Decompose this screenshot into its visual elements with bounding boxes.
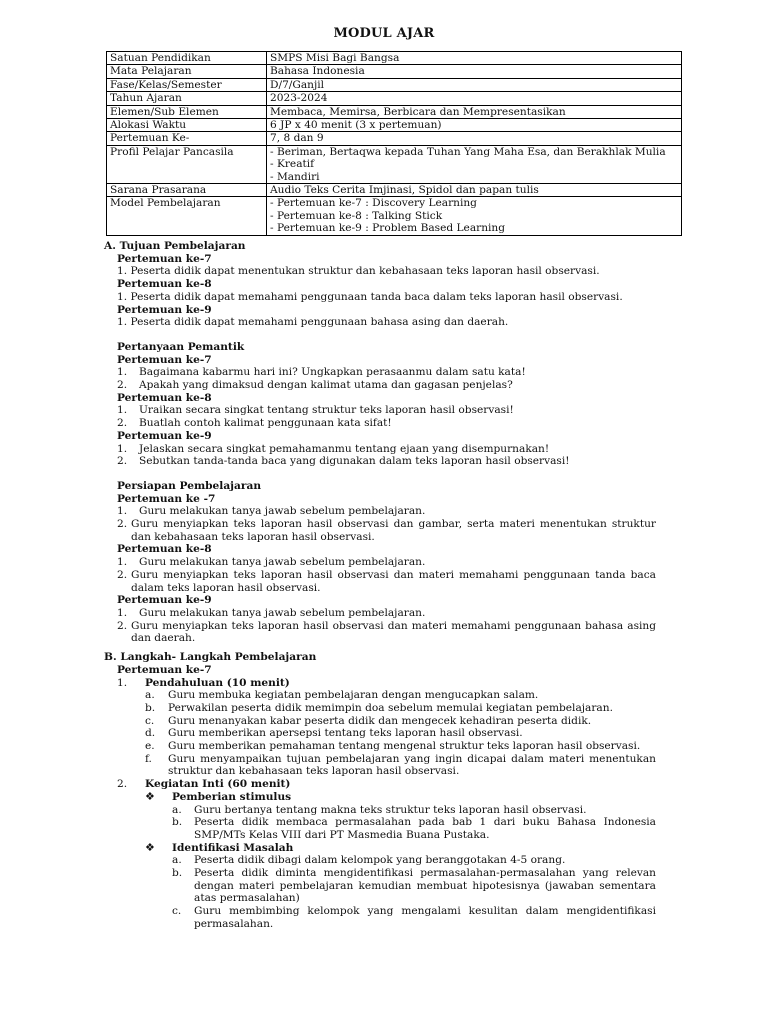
list-item <box>104 607 656 620</box>
list-number: 2. <box>117 518 128 531</box>
table-key: Satuan Pendidikan <box>107 52 267 65</box>
list-number: 1. <box>117 676 128 689</box>
list-item <box>104 804 656 817</box>
table-key: Model Pembelajaran <box>107 197 267 235</box>
list-number: 2. <box>117 379 128 392</box>
list-text: Guru menanyakan kabar peserta didik dan mengecek kehadiran peserta didik. <box>168 714 592 727</box>
table-row <box>107 184 682 197</box>
list-text: Peserta didik dibagi dalam kelompok yang beranggotakan 4-5 orang. <box>194 854 566 867</box>
list-item <box>104 753 656 778</box>
table-key: Elemen/Sub Elemen <box>107 105 267 118</box>
table-row <box>107 197 682 235</box>
list-text: Pendahuluan (10 menit) <box>145 676 290 689</box>
table-key: Mata Pelajaran <box>107 65 267 78</box>
list-text: Peserta didik diminta mengidentifikasi permasalahan-permasalahan yang relevan dengan materi pembelajaran kemudian membuat hipotesisnya (jawaban sementara atas permasalahan) <box>194 867 656 905</box>
list-item <box>104 905 656 930</box>
list-number: 1. <box>117 556 128 569</box>
table-value: SMPS Misi Bagi Bangsa <box>267 52 682 65</box>
list-letter: e. <box>145 740 155 753</box>
list-number: 2. <box>117 568 128 581</box>
table-value: 6 JP x 40 menit (3 x pertemuan) <box>267 119 682 132</box>
list-text: Guru menyampaikan tujuan pembelajaran yang ingin dicapai dalam materi menentukan struktur dan kebahasaan teks laporan hasil observasi. <box>168 752 656 778</box>
meeting-heading: Pertemuan ke-9 <box>117 594 212 607</box>
list-number: 2. <box>117 417 128 430</box>
table-value <box>267 145 682 183</box>
meeting-heading: Pertemuan ke-7 <box>117 353 212 366</box>
list-letter: c. <box>172 905 182 918</box>
list-letter: a. <box>145 689 155 702</box>
table-row <box>107 65 682 78</box>
table-row <box>107 52 682 65</box>
list-text: Jelaskan secara singkat pemahamanmu tentang ejaan yang disempurnakan! <box>139 442 550 455</box>
list-item <box>104 379 656 392</box>
table-row <box>107 105 682 118</box>
list-number: 2. <box>117 455 128 468</box>
list-number: 1. <box>117 505 128 518</box>
table-key: Pertemuan Ke- <box>107 132 267 145</box>
list-item: - Pertemuan ke-7 : Discovery Learning <box>270 197 477 210</box>
list-item: - Pertemuan ke-8 : Talking Stick <box>270 209 443 222</box>
table-row <box>107 132 682 145</box>
list-text: Perwakilan peserta didik memimpin doa sebelum memulai kegiatan pembelajaran. <box>168 701 613 714</box>
list-number: 1. <box>117 366 128 379</box>
list-text: Identifikasi Masalah <box>172 841 294 854</box>
list-letter: c. <box>145 714 155 727</box>
meeting-heading: Pertemuan ke-8 <box>117 543 212 556</box>
list-text: Guru melakukan tanya jawab sebelum pembelajaran. <box>139 556 426 569</box>
list-item <box>104 854 656 867</box>
phase-heading <box>104 791 656 804</box>
table-key: Sarana Prasarana <box>107 184 267 197</box>
table-value: Audio Teks Cerita Imjinasi, Spidol dan papan tulis <box>267 184 682 197</box>
list-text: Guru bertanya tentang makna teks struktur teks laporan hasil observasi. <box>194 803 587 816</box>
list-text: Peserta didik membaca permasalahan pada bab 1 dari buku Bahasa Indonesia SMP/MTs Kelas VIII dari PT Masmedia Buana Pustaka. <box>194 816 656 841</box>
list-letter: b. <box>172 867 183 880</box>
step-heading <box>104 677 656 690</box>
table-value: 2023-2024 <box>267 92 682 105</box>
list-item: - Mandiri <box>270 170 320 183</box>
list-item <box>104 702 656 715</box>
table-row <box>107 92 682 105</box>
meeting-heading: Pertemuan ke-8 <box>117 391 212 404</box>
list-number: 1. <box>117 606 128 619</box>
meeting-heading: Pertemuan ke-7 <box>117 663 212 676</box>
table-key: Fase/Kelas/Semester <box>107 78 267 91</box>
list-item <box>104 620 656 645</box>
list-letter: b. <box>145 701 156 714</box>
meeting-heading: Pertemuan ke-9 <box>117 303 212 316</box>
list-letter: a. <box>172 854 182 867</box>
list-item <box>104 518 656 543</box>
list-text: Guru menyiapkan teks laporan hasil observasi dan materi memahami penggunaan tanda baca dalam teks laporan hasil observasi. <box>131 568 656 594</box>
list-text: Guru menyiapkan teks laporan hasil observasi dan gambar, serta materi menentukan struktur dan kebahasaan teks laporan hasil observasi. <box>131 518 656 543</box>
list-text: Guru memberikan apersepsi tentang teks laporan hasil observasi. <box>168 727 523 740</box>
list-text: Apakah yang dimaksud dengan kalimat utama dan gagasan penjelas? <box>139 379 513 392</box>
table-row <box>107 78 682 91</box>
section-heading: A. Tujuan Pembelajaran <box>104 240 246 252</box>
list-text: Guru membuka kegiatan pembelajaran dengan mengucapkan salam. <box>168 689 539 702</box>
list-item <box>104 816 656 841</box>
list-text: Guru memberikan pemahaman tentang mengenal struktur teks laporan hasil observasi. <box>168 740 641 753</box>
meeting-heading: Pertemuan ke -7 <box>117 492 216 505</box>
list-item <box>104 569 656 594</box>
section-heading: B. Langkah- Langkah Pembelajaran <box>104 651 317 664</box>
objective-text: 1. Peserta didik dapat memahami penggunaan bahasa asing dan daerah. <box>117 316 509 329</box>
list-item <box>104 455 656 468</box>
section-subheading: Pertanyaan Pemantik <box>117 340 245 353</box>
list-number: 1. <box>117 442 128 455</box>
list-text: Guru melakukan tanya jawab sebelum pembelajaran. <box>139 606 426 619</box>
list-item <box>104 443 656 456</box>
list-item: - Kreatif <box>270 158 315 171</box>
table-key: Alokasi Waktu <box>107 119 267 132</box>
table-value: Bahasa Indonesia <box>267 65 682 78</box>
list-item <box>104 689 656 702</box>
table-value: Membaca, Memirsa, Berbicara dan Mempresentasikan <box>267 105 682 118</box>
list-text: Kegiatan Inti (60 menit) <box>145 778 291 791</box>
list-item <box>104 556 656 569</box>
objective-text: 1. Peserta didik dapat memahami penggunaan tanda baca dalam teks laporan hasil observasi. <box>117 290 623 303</box>
list-text: Pemberian stimulus <box>172 790 292 803</box>
document-body <box>104 240 656 931</box>
list-letter: d. <box>145 727 156 740</box>
list-item <box>104 740 656 753</box>
table-value: D/7/Ganjil <box>267 78 682 91</box>
list-letter: b. <box>172 816 183 829</box>
list-letter: f. <box>145 752 152 765</box>
list-text: Guru melakukan tanya jawab sebelum pembelajaran. <box>139 505 426 518</box>
document-title: MODUL AJAR <box>333 26 435 41</box>
list-letter: a. <box>172 803 182 816</box>
diamond-bullet-icon: ❖ <box>145 789 155 803</box>
list-item: - Beriman, Bertaqwa kepada Tuhan Yang Maha Esa, dan Berakhlak Mulia <box>270 145 666 158</box>
objective-text: 1. Peserta didik dapat menentukan struktur dan kebahasaan teks laporan hasil observasi. <box>117 265 600 278</box>
table-value: 7, 8 dan 9 <box>267 132 682 145</box>
list-number: 2. <box>117 778 128 791</box>
list-item <box>104 727 656 740</box>
table-key: Tahun Ajaran <box>107 92 267 105</box>
list-text: Guru menyiapkan teks laporan hasil observasi dan materi memahami penggunaan bahasa asing dan daerah. <box>131 619 656 645</box>
list-item <box>104 715 656 728</box>
list-item <box>104 867 656 905</box>
meeting-heading: Pertemuan ke-8 <box>117 278 212 291</box>
table-row <box>107 145 682 183</box>
list-text: Sebutkan tanda-tanda baca yang digunakan dalam teks laporan hasil observasi! <box>139 455 570 468</box>
list-item: - Pertemuan ke-9 : Problem Based Learning <box>270 222 506 235</box>
step-heading <box>104 778 656 791</box>
phase-heading <box>104 842 656 855</box>
table-value <box>267 197 682 235</box>
section-subheading: Persiapan Pembelajaran <box>117 479 262 492</box>
list-text: Buatlah contoh kalimat penggunaan kata sifat! <box>139 417 392 430</box>
list-item <box>104 366 656 379</box>
list-text: Guru membimbing kelompok yang mengalami kesulitan dalam mengidentifikasi permasalahan. <box>194 905 656 930</box>
table-row <box>107 119 682 132</box>
list-item <box>104 417 656 430</box>
list-number: 1. <box>117 404 128 417</box>
list-item <box>104 505 656 518</box>
diamond-bullet-icon: ❖ <box>145 840 155 854</box>
list-item <box>104 404 656 417</box>
table-key: Profil Pelajar Pancasila <box>107 145 267 183</box>
module-info-table <box>106 51 682 236</box>
meeting-heading: Pertemuan ke-7 <box>117 252 212 265</box>
list-text: Uraikan secara singkat tentang struktur teks laporan hasil observasi! <box>139 404 514 417</box>
meeting-heading: Pertemuan ke-9 <box>117 429 212 442</box>
list-number: 2. <box>117 619 128 632</box>
list-text: Bagaimana kabarmu hari ini? Ungkapkan perasaanmu dalam satu kata! <box>139 366 526 379</box>
